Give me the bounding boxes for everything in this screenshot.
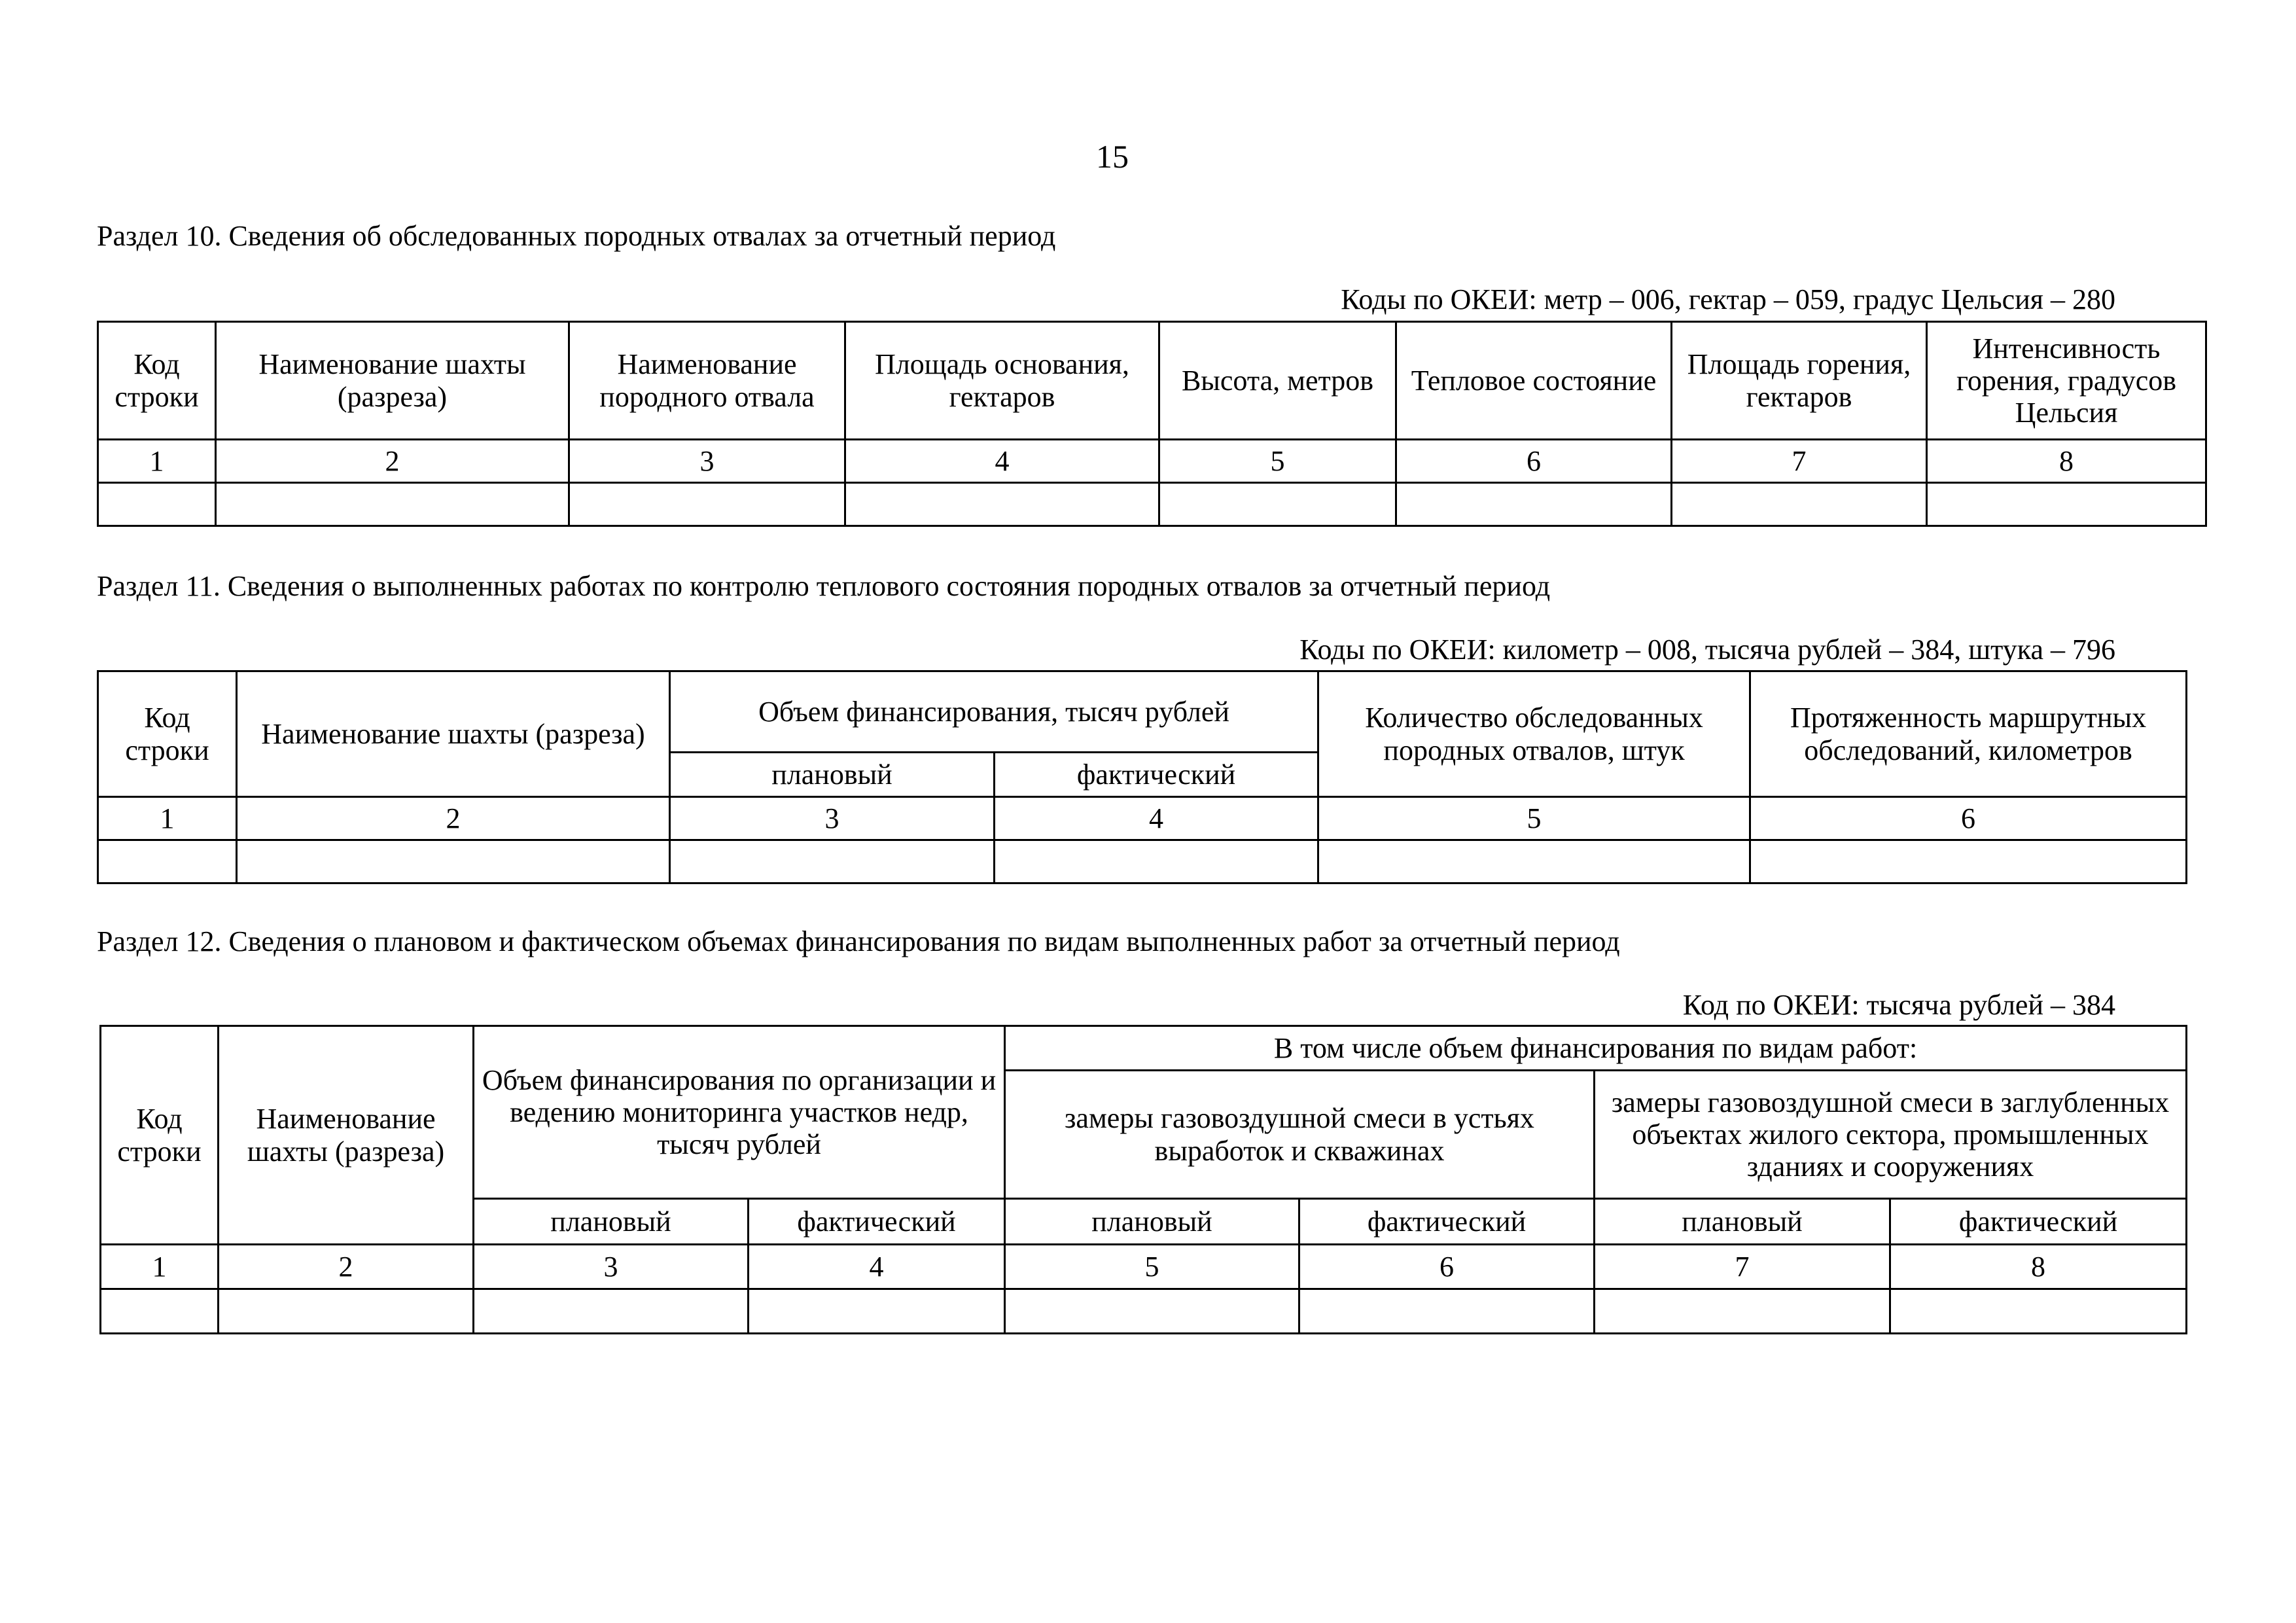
empty-cell[interactable] <box>1299 1289 1595 1334</box>
empty-cell[interactable] <box>670 840 995 883</box>
empty-data-row <box>101 1289 2187 1334</box>
empty-cell[interactable] <box>219 1289 474 1334</box>
column-number: 1 <box>98 797 237 840</box>
column-number: 6 <box>1750 797 2187 840</box>
column-number-row <box>98 440 2206 483</box>
column-number: 7 <box>1672 440 1927 483</box>
empty-cell[interactable] <box>237 840 670 883</box>
empty-cell[interactable] <box>1005 1289 1299 1334</box>
header-work-buildings-measurements: замеры газовоздушной смеси в заглубленных объектах жилого сектора, промышленных зданиях и сооружениях <box>1595 1071 2187 1199</box>
empty-cell[interactable] <box>474 1289 749 1334</box>
section-11-table <box>97 670 2187 884</box>
header-actual: фактический <box>749 1199 1005 1245</box>
header-row-code: Код строки <box>101 1026 219 1245</box>
header-burning-intensity: Интенсивность горения, градусов Цельсия <box>1927 322 2206 440</box>
empty-cell[interactable] <box>101 1289 219 1334</box>
empty-cell[interactable] <box>1750 840 2187 883</box>
column-number: 1 <box>101 1245 219 1289</box>
empty-cell[interactable] <box>749 1289 1005 1334</box>
empty-cell[interactable] <box>216 483 569 526</box>
column-number: 1 <box>98 440 216 483</box>
header-planned: плановый <box>474 1199 749 1245</box>
empty-cell[interactable] <box>1927 483 2206 526</box>
column-number-row <box>101 1245 2187 1289</box>
page-number: 15 <box>1096 138 1129 175</box>
section-10-okei-codes: Коды по ОКЕИ: метр – 006, гектар – 059, градус Цельсия – 280 <box>1341 283 2115 315</box>
empty-cell[interactable] <box>569 483 845 526</box>
section-10-title: Раздел 10. Сведения об обследованных породных отвалах за отчетный период <box>97 220 1056 252</box>
empty-cell[interactable] <box>98 840 237 883</box>
empty-cell[interactable] <box>1672 483 1927 526</box>
header-work-wells-measurements: замеры газовоздушной смеси в устьях выработок и скважинах <box>1005 1071 1595 1199</box>
empty-cell[interactable] <box>1396 483 1672 526</box>
empty-data-row <box>98 483 2206 526</box>
header-thermal-state: Тепловое состояние <box>1396 322 1672 440</box>
empty-cell[interactable] <box>845 483 1159 526</box>
header-dump-name: Наименование породного отвала <box>569 322 845 440</box>
column-number: 8 <box>1927 440 2206 483</box>
column-number: 5 <box>1005 1245 1299 1289</box>
column-number: 7 <box>1595 1245 1890 1289</box>
section-10-table <box>97 321 2207 527</box>
section-11-okei-codes: Коды по ОКЕИ: километр – 008, тысяча рублей – 384, штука – 796 <box>1299 633 2115 666</box>
empty-cell[interactable] <box>1595 1289 1890 1334</box>
empty-cell[interactable] <box>1159 483 1396 526</box>
column-number-row <box>98 797 2187 840</box>
header-mine-name: Наименование шахты (разреза) <box>219 1026 474 1245</box>
header-planned: плановый <box>1595 1199 1890 1245</box>
empty-data-row <box>98 840 2187 883</box>
column-number: 2 <box>237 797 670 840</box>
header-mine-name: Наименование шахты (разреза) <box>237 671 670 797</box>
empty-cell[interactable] <box>995 840 1318 883</box>
header-base-area: Площадь основания, гектаров <box>845 322 1159 440</box>
header-mine-name: Наименование шахты (разреза) <box>216 322 569 440</box>
header-surveyed-dumps-count: Количество обследованных породных отвалов, штук <box>1318 671 1750 797</box>
header-planned: плановый <box>1005 1199 1299 1245</box>
column-number: 6 <box>1396 440 1672 483</box>
header-row <box>98 322 2206 440</box>
column-number: 5 <box>1318 797 1750 840</box>
header-actual: фактический <box>1299 1199 1595 1245</box>
header-row-code: Код строки <box>98 322 216 440</box>
empty-cell[interactable] <box>1318 840 1750 883</box>
header-row-code: Код строки <box>98 671 237 797</box>
header-planned: плановый <box>670 753 995 797</box>
header-burning-area: Площадь горения, гектаров <box>1672 322 1927 440</box>
empty-cell[interactable] <box>1890 1289 2187 1334</box>
column-number: 2 <box>216 440 569 483</box>
header-funding-volume: Объем финансирования по организации и ведению мониторинга участков недр, тысяч рублей <box>474 1026 1005 1199</box>
column-number: 3 <box>474 1245 749 1289</box>
column-number: 8 <box>1890 1245 2187 1289</box>
empty-cell[interactable] <box>98 483 216 526</box>
column-number: 4 <box>845 440 1159 483</box>
header-row <box>101 1026 2187 1071</box>
column-number: 4 <box>995 797 1318 840</box>
column-number: 3 <box>670 797 995 840</box>
column-number: 2 <box>219 1245 474 1289</box>
column-number: 3 <box>569 440 845 483</box>
header-actual: фактический <box>1890 1199 2187 1245</box>
header-route-length: Протяженность маршрутных обследований, километров <box>1750 671 2187 797</box>
header-funding-volume: Объем финансирования, тысяч рублей <box>670 671 1318 753</box>
section-12-title: Раздел 12. Сведения о плановом и фактическом объемах финансирования по видам выполненных работ за отчетный период <box>97 925 1620 957</box>
header-including-by-work-type: В том числе объем финансирования по видам работ: <box>1005 1026 2187 1071</box>
header-height: Высота, метров <box>1159 322 1396 440</box>
section-12-table <box>99 1025 2187 1334</box>
header-actual: фактический <box>995 753 1318 797</box>
section-12-okei-codes: Код по ОКЕИ: тысяча рублей – 384 <box>1682 989 2115 1021</box>
column-number: 6 <box>1299 1245 1595 1289</box>
column-number: 5 <box>1159 440 1396 483</box>
section-11-title: Раздел 11. Сведения о выполненных работах по контролю теплового состояния породных отвалов за отчетный период <box>97 570 1551 602</box>
header-row <box>98 671 2187 753</box>
column-number: 4 <box>749 1245 1005 1289</box>
